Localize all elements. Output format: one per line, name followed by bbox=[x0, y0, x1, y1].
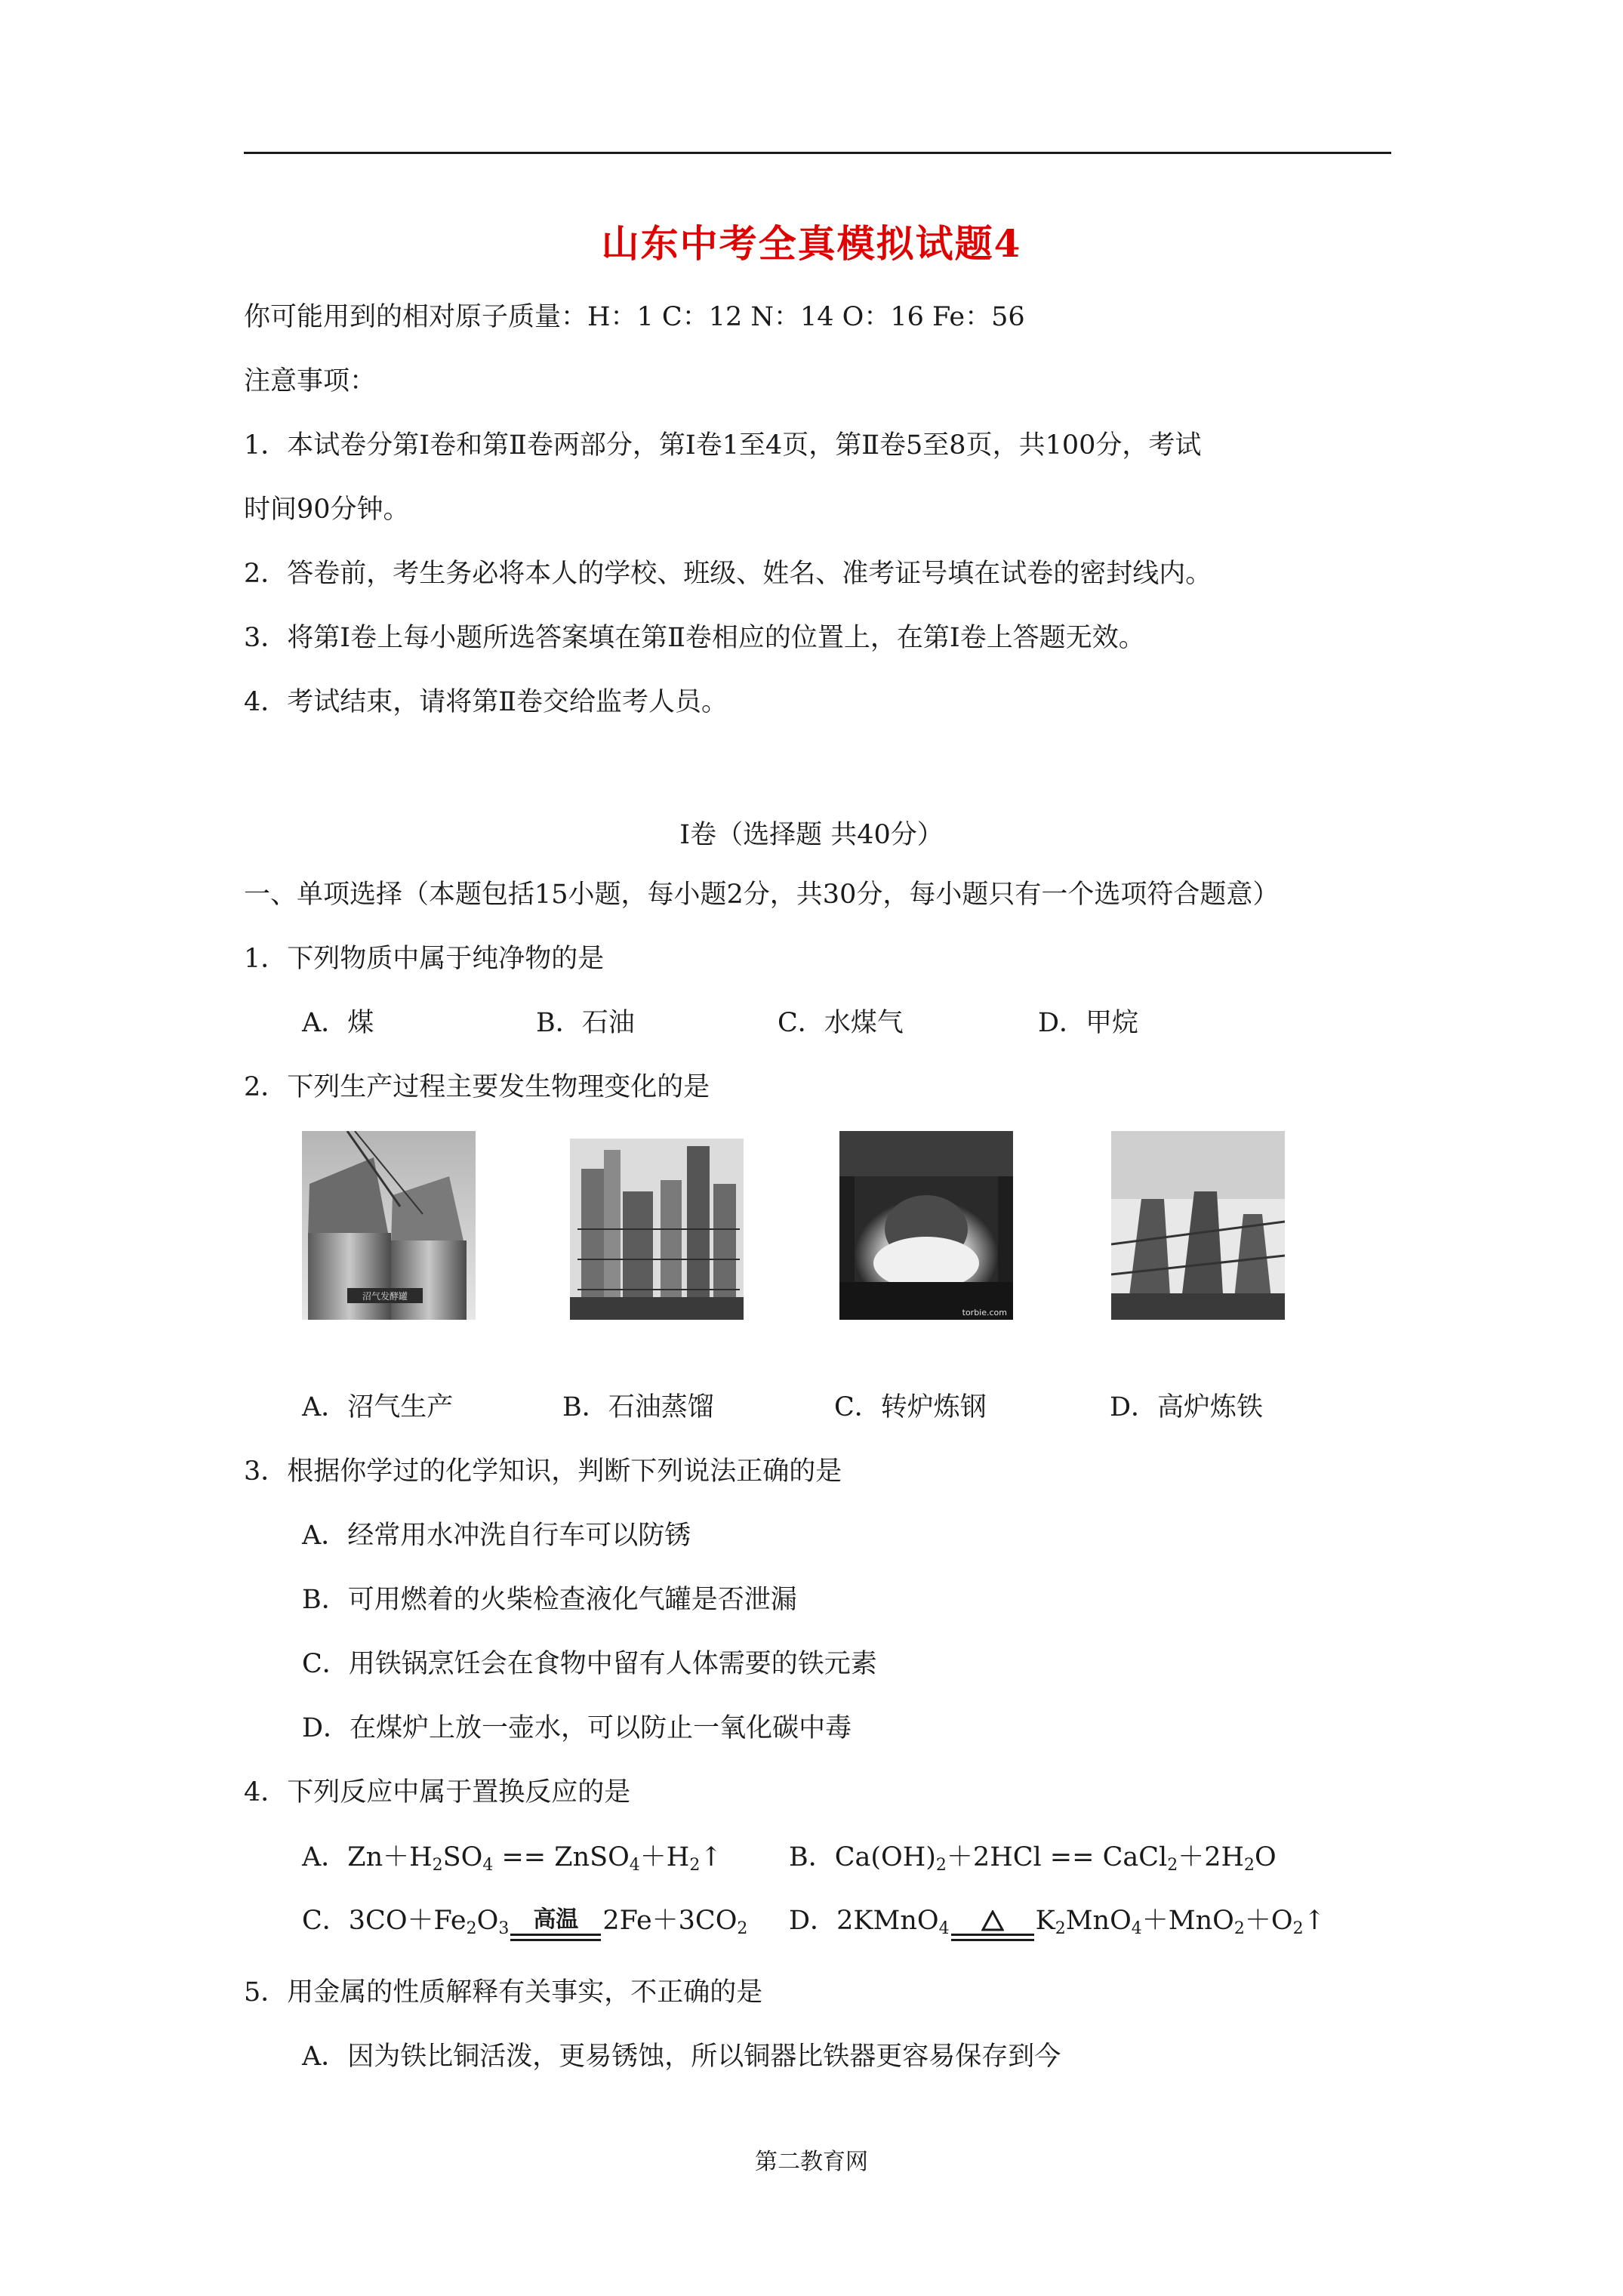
page-footer: 第二教育网 bbox=[755, 2149, 868, 2175]
question-3-option-a: A．经常用水冲洗自行车可以防锈 bbox=[302, 1521, 691, 1551]
question-4-option-d: D．2KMnO$_4$ $K_2MnO_4+MnO_2+O_2↑$ bbox=[789, 1904, 1326, 1946]
question-3-option-c: C．用铁锅烹饪会在食物中留有人体需要的铁元素 bbox=[302, 1649, 877, 1679]
page-title: 山东中考全真模拟试题4 bbox=[601, 221, 1022, 266]
question-5-option-a: A．因为铁比铜活泼，更易锈蚀，所以铜器比铁器更容易保存到今 bbox=[302, 2042, 1061, 2072]
photo-biogas-caption: 沼气发酵罐 bbox=[362, 1291, 408, 1302]
header-rule bbox=[244, 152, 1391, 154]
question-5-stem: 5．用金属的性质解释有关事实，不正确的是 bbox=[244, 1977, 763, 2008]
photo-biogas-tanks bbox=[302, 1131, 476, 1320]
photo-converter-steelmaking bbox=[839, 1131, 1013, 1320]
question-1-option-c: C．水煤气 bbox=[778, 1008, 904, 1038]
question-1-option-b: B．石油 bbox=[536, 1008, 635, 1038]
photo-distillation-plant bbox=[570, 1139, 744, 1327]
question-2-option-d: D．高炉炼铁 bbox=[1110, 1392, 1264, 1422]
notice-3: 3．将第Ⅰ卷上每小题所选答案填在第Ⅱ卷相应的位置上，在第Ⅰ卷上答题无效。 bbox=[244, 623, 1145, 653]
delta-heat-icon bbox=[981, 1910, 1004, 1931]
photo-watermark: torbie.com bbox=[962, 1308, 1007, 1318]
section-title: Ⅰ卷（选择题 共40分） bbox=[679, 820, 944, 850]
question-1-option-d: D．甲烷 bbox=[1038, 1008, 1139, 1038]
question-4-option-c: C．$3CO+Fe_2O_3$ 高温 $2Fe+3CO_2$ bbox=[302, 1904, 747, 1946]
notice-1a: 1．本试卷分第Ⅰ卷和第Ⅱ卷两部分，第Ⅰ卷1至4页，第Ⅱ卷5至8页，共100分，考试 bbox=[244, 430, 1202, 461]
question-3-option-d: D．在煤炉上放一壶水，可以防止一氧化碳中毒 bbox=[302, 1713, 852, 1743]
reaction-condition-heat bbox=[951, 1910, 1034, 1946]
question-1-stem: 1．下列物质中属于纯净物的是 bbox=[244, 944, 605, 974]
reaction-condition-high-temp: 高温 bbox=[510, 1909, 601, 1946]
question-4-option-a: A．$Zn+H_2SO_4$ == $ZnSO_4+H_2↑$ bbox=[302, 1842, 722, 1875]
question-4-option-b: B．$Ca(OH)_2+2HCl$ == $CaCl_2+2H_2O$ bbox=[789, 1842, 1277, 1875]
notice-heading: 注意事项： bbox=[244, 366, 377, 396]
question-2-stem: 2．下列生产过程主要发生物理变化的是 bbox=[244, 1072, 710, 1102]
question-2-option-c: C．转炉炼钢 bbox=[834, 1392, 987, 1422]
section-intro: 一、单项选择（本题包括15小题，每小题2分，共30分，每小题只有一个选项符合题意） bbox=[244, 880, 1280, 910]
atomic-mass-line: 你可能用到的相对原子质量：H：1 C：12 N：14 O：16 Fe：56 bbox=[244, 302, 1025, 332]
question-3-stem: 3．根据你学过的化学知识，判断下列说法正确的是 bbox=[244, 1456, 842, 1487]
question-2-option-a: A．沼气生产 bbox=[302, 1392, 454, 1422]
notice-2: 2．答卷前，考生务必将本人的学校、班级、姓名、准考证号填在试卷的密封线内。 bbox=[244, 559, 1212, 589]
photo-blast-furnace bbox=[1111, 1131, 1285, 1320]
question-2-option-b: B．石油蒸馏 bbox=[562, 1392, 714, 1422]
notice-1b: 时间90分钟。 bbox=[244, 495, 410, 525]
question-4-stem: 4．下列反应中属于置换反应的是 bbox=[244, 1777, 631, 1808]
notice-4: 4．考试结束，请将第Ⅱ卷交给监考人员。 bbox=[244, 687, 728, 717]
question-1-option-a: A．煤 bbox=[302, 1008, 374, 1038]
question-3-option-b: B．可用燃着的火柴检查液化气罐是否泄漏 bbox=[302, 1585, 797, 1615]
